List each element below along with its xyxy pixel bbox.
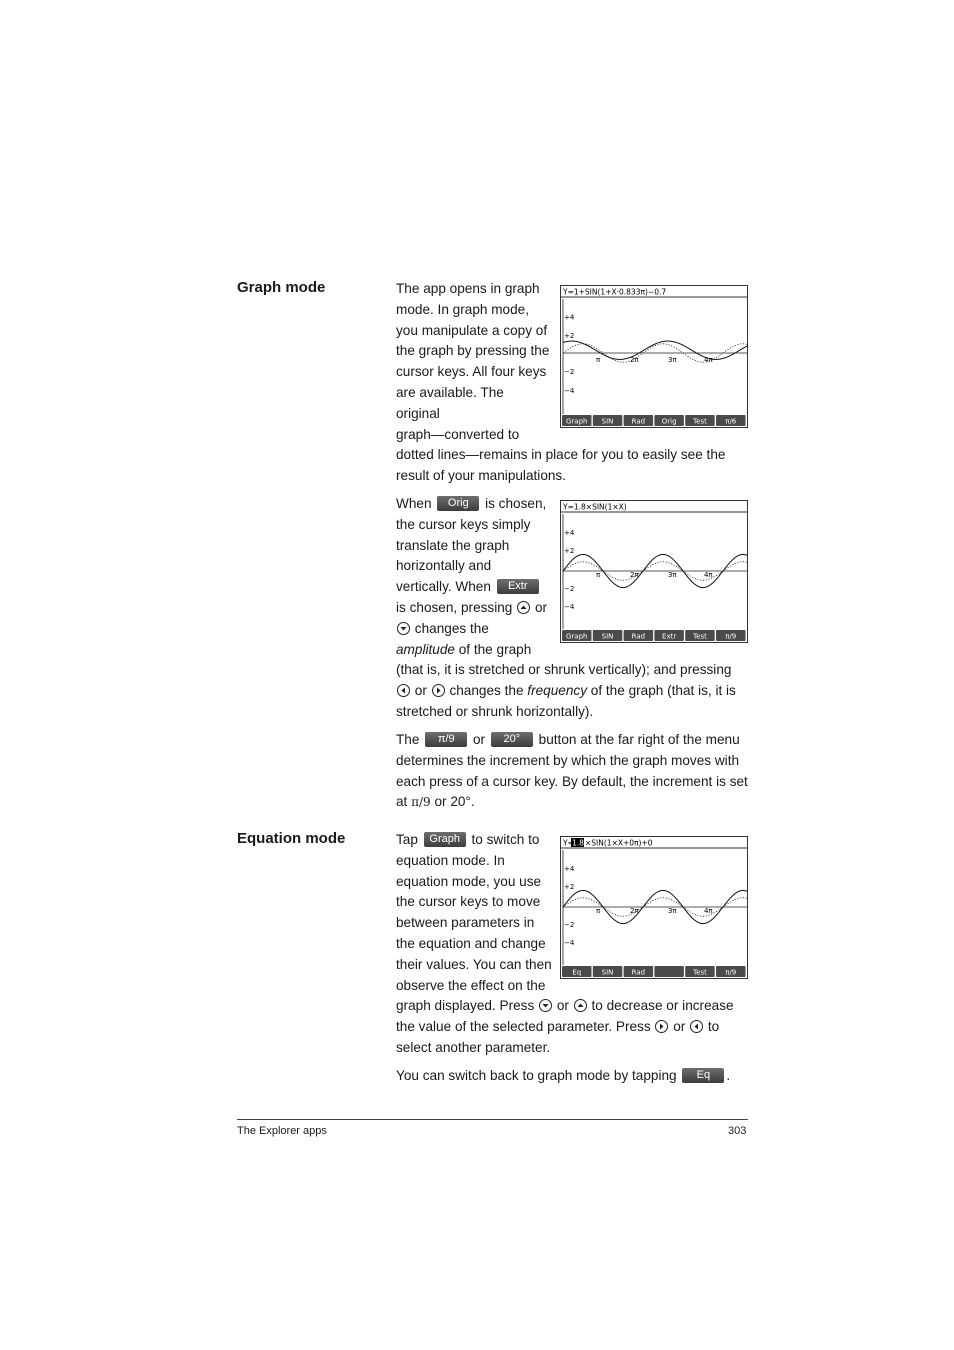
text-line <box>396 730 748 751</box>
graph-key: Graph <box>424 832 466 847</box>
pi-over-9-value: π/9 <box>411 795 431 810</box>
up-arrow-icon <box>517 601 530 614</box>
text: or <box>673 1019 686 1035</box>
selected-parameter[interactable]: 1.8 <box>572 838 584 848</box>
text-line <box>396 681 736 702</box>
equation-prefix: Y= <box>563 838 574 848</box>
text: to switch to <box>471 832 540 847</box>
x-tick-label: 2π <box>630 571 639 579</box>
text-line: translate the graph <box>396 537 510 553</box>
text: changes the <box>414 620 489 636</box>
twenty-degree-key: 20° <box>491 732 533 747</box>
text: The <box>396 732 420 747</box>
right-arrow-icon <box>432 684 445 697</box>
menu-key-orig[interactable]: Orig <box>661 417 677 426</box>
calculator-screen-graph-extr <box>560 500 748 643</box>
text-line: select another parameter. <box>396 1039 551 1055</box>
equation-text: Y=1.8×SIN(1×X) <box>563 502 627 512</box>
menu-key--9[interactable]: π/9 <box>725 632 737 641</box>
right-arrow-icon <box>655 1020 668 1033</box>
down-arrow-icon <box>397 622 410 635</box>
menu-key-graph[interactable]: Graph <box>566 632 588 641</box>
extr-key: Extr <box>497 579 539 594</box>
y-tick-label: +2 <box>564 332 575 340</box>
calculator-screen-equation-mode <box>560 836 748 979</box>
text: to <box>707 1019 720 1035</box>
x-tick-label: 4π <box>704 907 713 915</box>
menu-key-rad[interactable]: Rad <box>631 968 646 977</box>
paragraph-increment <box>396 730 748 813</box>
menu-key-graph[interactable]: Graph <box>566 417 588 426</box>
section-heading-graph-mode: Graph mode <box>237 279 326 296</box>
text: changes the <box>449 683 524 699</box>
equation-suffix: ×SIN(1×X+0π)+0 <box>585 838 653 848</box>
x-tick-label: π <box>596 571 601 579</box>
y-tick-label: +4 <box>564 529 575 537</box>
menu-key--9[interactable]: π/9 <box>725 968 737 977</box>
text: or 20°. <box>434 794 475 810</box>
x-tick-label: 3π <box>668 356 677 364</box>
text-line: you manipulate a copy of <box>396 322 548 338</box>
y-tick-label: −2 <box>564 585 575 593</box>
up-arrow-icon <box>574 999 587 1012</box>
text-line <box>396 1017 734 1038</box>
orig-key: Orig <box>437 496 479 511</box>
text-line: (that is, it is stretched or shrunk vertically); and pressing <box>396 662 732 678</box>
menu-key-sin[interactable]: SIN <box>601 968 614 977</box>
screen-svg <box>560 285 748 428</box>
text-line: mode. In graph mode, <box>396 301 529 317</box>
text-emphasis: frequency <box>527 683 587 699</box>
text: at <box>396 794 408 810</box>
text-line: equation mode, you use <box>396 873 542 889</box>
text-line: between parameters in <box>396 915 535 931</box>
text-line: the equation and change <box>396 935 546 951</box>
text-line <box>396 996 734 1017</box>
text: to decrease or increase <box>591 998 734 1014</box>
text-line: cursor keys. All four keys <box>396 364 547 380</box>
x-tick-label: 4π <box>704 571 713 579</box>
y-tick-label: −2 <box>564 921 575 929</box>
text-emphasis: amplitude <box>396 641 455 657</box>
x-tick-label: 3π <box>668 571 677 579</box>
text-line <box>396 792 748 813</box>
screen-svg <box>560 500 748 643</box>
menu-key-test[interactable]: Test <box>693 632 707 641</box>
text: is chosen, <box>485 496 547 511</box>
text-line: the cursor keys simply <box>396 516 531 532</box>
text-line: The app opens in graph <box>396 281 540 296</box>
text-line: horizontally and <box>396 558 492 574</box>
text: of the graph (that is, it is <box>587 683 736 699</box>
text: is chosen, pressing <box>396 599 513 615</box>
text-line: stretched or shrunk horizontally). <box>396 703 594 719</box>
text-line: their values. You can then <box>396 956 552 972</box>
text: or <box>414 683 427 699</box>
screen-svg <box>560 836 748 979</box>
menu-key--6[interactable]: π/6 <box>725 417 737 426</box>
menu-key-sin[interactable]: SIN <box>601 632 614 641</box>
y-tick-label: −4 <box>564 387 575 395</box>
text-line: dotted lines—remains in place for you to easily see the <box>396 447 726 463</box>
menu-key-eq[interactable]: Eq <box>572 968 582 977</box>
paragraph-switch-back <box>396 1066 730 1087</box>
x-tick-label: 2π <box>630 907 639 915</box>
text-line: graph—converted to <box>396 426 520 442</box>
text: or <box>473 732 486 747</box>
y-tick-label: +4 <box>564 313 575 322</box>
text-line: are available. The <box>396 384 504 400</box>
left-arrow-icon <box>690 1020 703 1033</box>
text-line: equation mode. In <box>396 852 505 868</box>
x-tick-label: 2π <box>630 356 639 364</box>
pi-over-9-key: π/9 <box>425 732 467 747</box>
down-arrow-icon <box>539 999 552 1012</box>
y-tick-label: +4 <box>564 865 575 873</box>
calculator-screen-graph-orig <box>560 285 748 428</box>
text: You can switch back to graph mode by tapping <box>396 1068 677 1083</box>
text-line: the graph by pressing the <box>396 343 550 359</box>
menu-key-test[interactable]: Test <box>693 417 707 426</box>
x-tick-label: π <box>596 356 601 364</box>
text: vertically. When <box>396 579 491 595</box>
text-line: result of your manipulations. <box>396 468 567 484</box>
text: or <box>556 998 569 1014</box>
x-tick-label: 4π <box>704 356 713 364</box>
text-line: each press of a cursor key. By default, the increment is set <box>396 773 748 789</box>
text: button at the far right of the menu <box>538 732 740 747</box>
y-tick-label: +2 <box>564 883 575 891</box>
text-line <box>396 1066 730 1087</box>
text: . <box>726 1068 731 1083</box>
text: When <box>396 496 432 511</box>
text-line: observe the effect on the <box>396 977 546 993</box>
text-line: the cursor keys to move <box>396 894 541 910</box>
text: graph displayed. Press <box>396 998 535 1014</box>
text-line: original <box>396 405 440 421</box>
equation-text: Y=1+SIN(1+X·0.833π)−0.7 <box>563 287 667 297</box>
text: Tap <box>396 832 418 847</box>
y-tick-label: −4 <box>564 603 575 611</box>
x-tick-label: 3π <box>668 907 677 915</box>
x-tick-label: π <box>596 907 601 915</box>
page-number: 303 <box>728 1125 747 1137</box>
menu-key-bg <box>654 966 684 977</box>
left-arrow-icon <box>397 684 410 697</box>
footer-divider <box>237 1119 748 1120</box>
menu-key-rad[interactable]: Rad <box>631 632 646 641</box>
y-tick-label: −4 <box>564 939 575 947</box>
menu-key-rad[interactable]: Rad <box>631 417 646 426</box>
text-line: determines the increment by which the graph moves with <box>396 752 740 768</box>
menu-key-extr[interactable]: Extr <box>662 632 677 641</box>
text: of the graph <box>454 641 532 657</box>
text: or <box>534 599 548 615</box>
text: the value of the selected parameter. Press <box>396 1019 651 1035</box>
y-tick-label: −2 <box>564 368 575 376</box>
footer-chapter-title: The Explorer apps <box>237 1125 327 1137</box>
menu-key-sin[interactable]: SIN <box>601 417 614 426</box>
section-heading-equation-mode: Equation mode <box>237 830 346 847</box>
y-tick-label: +2 <box>564 547 575 555</box>
eq-key: Eq <box>682 1068 724 1083</box>
menu-key-test[interactable]: Test <box>693 968 707 977</box>
